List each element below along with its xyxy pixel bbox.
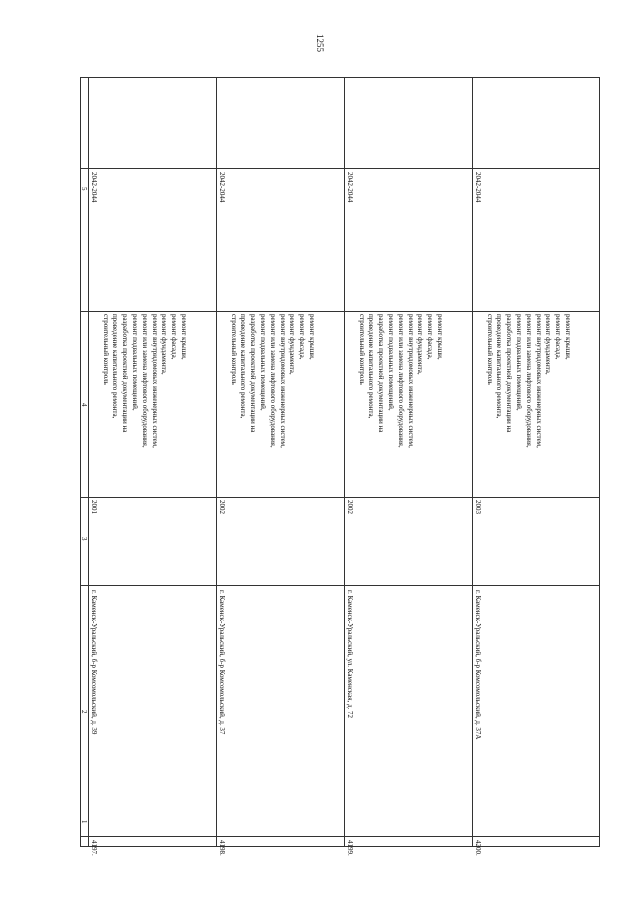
row-number: 4197.: [90, 840, 98, 856]
column-header-3: 3: [80, 537, 88, 541]
works-line: ремонт подвальных помещений,: [131, 314, 140, 411]
column-separator: [80, 168, 600, 169]
works-line: ремонт фасада,: [426, 314, 435, 360]
period-cell: 2042-2044: [218, 172, 226, 203]
works-line: строительный контроль: [101, 314, 110, 385]
works-line: ремонт или замена лифтового оборудования,: [268, 314, 277, 448]
year-cell: 2002: [346, 500, 354, 514]
works-line: разработка проектной документации на: [377, 314, 386, 433]
address-cell: г. Каменск-Уральский, б-р Комсомольский, д. 37А: [474, 590, 482, 740]
works-line: ремонт внутридомовых инженерных систем,: [150, 314, 159, 448]
column-separator: [80, 311, 600, 312]
year-cell: 2003: [474, 500, 482, 514]
period-cell: 2042-2044: [90, 172, 98, 203]
works-line: разработка проектной документации на: [121, 314, 130, 433]
address-cell: г. Каменск-Уральский, б-р Комсомольский, д. 39: [90, 590, 98, 735]
works-line: ремонт подвальных помещений,: [515, 314, 524, 411]
column-header-2: 2: [80, 710, 88, 714]
works-line: ремонт или замена лифтового оборудования,: [524, 314, 533, 448]
rotated-table: [80, 77, 600, 847]
works-cell: [356, 314, 444, 448]
works-line: ремонт крыши,: [564, 314, 572, 360]
address-cell: г. Каменск-Уральский, б-р Комсомольский, д. 37: [218, 590, 226, 735]
works-line: ремонт фасада,: [554, 314, 563, 360]
works-line: проведение капитального ремонта,: [495, 314, 504, 419]
works-line: строительный контроль: [485, 314, 494, 385]
row-number: 4200.: [474, 840, 482, 856]
works-line: строительный контроль: [357, 314, 366, 385]
column-separator: [80, 585, 600, 586]
works-line: ремонт фундамента,: [160, 314, 169, 375]
works-line: ремонт внутридомовых инженерных систем,: [534, 314, 543, 448]
works-line: ремонт или замена лифтового оборудования,: [396, 314, 405, 448]
column-separator: [80, 497, 600, 498]
period-cell: 2042-2044: [474, 172, 482, 203]
works-line: ремонт фасада,: [170, 314, 179, 360]
row-number: 4198.: [218, 840, 226, 856]
address-cell: г. Каменск-Уральский, ул. Каменская, д. 72: [346, 590, 354, 719]
year-cell: 2002: [218, 500, 226, 514]
works-cell: [228, 314, 316, 448]
column-header-1: 1: [80, 820, 88, 824]
column-separator: [80, 836, 600, 837]
works-line: ремонт внутридомовых инженерных систем,: [406, 314, 415, 448]
works-line: разработка проектной документации на: [249, 314, 258, 433]
column-header-5: 5: [80, 187, 88, 191]
row-number: 4199.: [346, 840, 354, 856]
works-line: ремонт внутридомовых инженерных систем,: [278, 314, 287, 448]
works-line: ремонт крыши,: [180, 314, 188, 360]
works-line: разработка проектной документации на: [505, 314, 514, 433]
works-line: ремонт фундамента,: [416, 314, 425, 375]
works-line: ремонт подвальных помещений,: [387, 314, 396, 411]
works-line: проведение капитального ремонта,: [111, 314, 120, 419]
works-line: проведение капитального ремонта,: [367, 314, 376, 419]
works-cell: [484, 314, 572, 448]
works-line: ремонт фундамента,: [288, 314, 297, 375]
page-number: 1255: [315, 34, 325, 52]
works-line: ремонт подвальных помещений,: [259, 314, 268, 411]
period-cell: 2042-2044: [346, 172, 354, 203]
year-cell: 2001: [90, 500, 98, 514]
works-line: проведение капитального ремонта,: [239, 314, 248, 419]
works-line: ремонт или замена лифтового оборудования,: [140, 314, 149, 448]
works-cell: [100, 314, 188, 448]
works-line: ремонт фундамента,: [544, 314, 553, 375]
works-line: строительный контроль: [229, 314, 238, 385]
column-header-4: 4: [80, 403, 88, 407]
works-line: ремонт фасада,: [298, 314, 307, 360]
works-line: ремонт крыши,: [308, 314, 316, 360]
works-line: ремонт крыши,: [436, 314, 444, 360]
